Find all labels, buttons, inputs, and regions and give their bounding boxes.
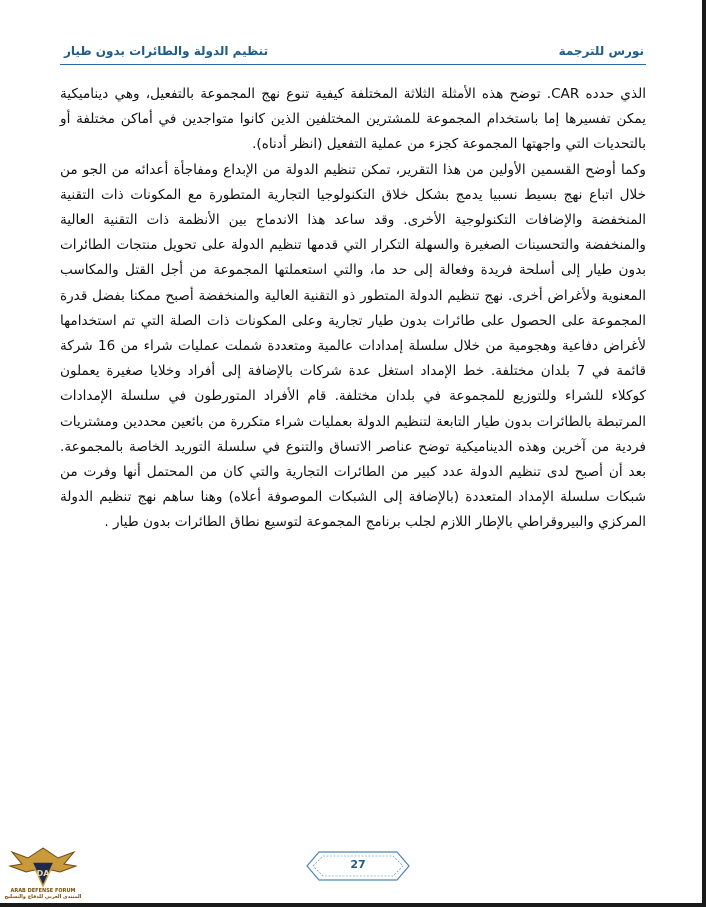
document-body (60, 82, 646, 536)
page-number: 27 (350, 858, 366, 871)
paragraph-1: الذي حدده CAR. توضح هذه الأمثلة الثلاثة المختلفة كيفية تنوع نهج المجموعة بالتفعيل، وهي ديناميكية يمكن تفسيرها إما باستخدام المجموعة للمشترين المختلفين الذين كانوا متواجدين في أماكن مختلفة أو بالتحديات التي واجهتها المجموعة كجزء من عملية التفعيل (انظر أدناه). (60, 86, 646, 153)
page-header (62, 44, 644, 66)
logo-initials: DA (36, 869, 50, 878)
header-publisher: نورس للترجمة (558, 44, 644, 58)
logo-subtitle: المنتدى العربي للدفاع والتسليح (4, 894, 82, 900)
logo-caption (4, 888, 82, 900)
page-number-box (303, 848, 413, 884)
header-rule (60, 64, 646, 65)
header-document-title: تنظيم الدولة والطائرات بدون طيار (64, 44, 269, 58)
paragraph-2: وكما أوضح القسمين الأولين من هذا التقرير، تمكن تنظيم الدولة من الإبداع ومفاجأة أعدائه من الجو من خلال اتباع نهج بسيط نسبيا يدمج بشكل خلاق التكنولوجيا التجارية المتطورة مع المكونات ذات التقنية المنخفضة والإضافات التكنولوجية الأخرى. وقد ساعد هذا الاندماج بين الأنظمة ذات التقنية العالية والمنخفضة والتحسينات الصغيرة والسهلة التكرار التي قدمها تنظيم الدولة على تحويل منتجات الطائرات بدون طيار إلى أسلحة فريدة وفعالة إلى حد ما، والتي استعملتها المجموعة من أجل القتل والمكاسب المعنوية ولأغراض أخرى. نهج تنظيم الدولة المتطور ذو التقنية العالية والمنخفضة أصبح ممكنا بفضل قدرة المجموعة على الحصول على طائرات بدون طيار تجارية وعلى المكونات ذات الصلة التي تم استخدامها لأغراض دفاعية وهجومية من خلال سلسلة إمدادات عالمية ومتعددة شملت عمليات شراء من 16 شركة قائمة في 7 بلدان مختلفة. خط الإمداد استغل عدة شركات بالإضافة إلى أفراد وخلايا صغيرة يعملون كوكلاء للشراء وللتوزيع للمجموعة في بلدان مختلفة. قام الأفراد المتورطون في سلسلة الإمدادات المرتبطة بالطائرات بدون طيار التابعة لتنظيم الدولة بعمليات شراء متكررة من بائعين محددين ومشتريات فردية من آخرين وهذه الديناميكية توضح عناصر الاتساق والتنوع في سلسلة التوريد الخاصة بالمجموعة. بعد أن أصبح لدى تنظيم الدولة عدد كبير من الطائرات التجارية والتي كان من المحتمل أنها وفرت من شبكات سلسلة الإمداد المتعددة (بالإضافة إلى الشبكات الموصوفة أعلاه) وهنا ساهم نهج تنظيم الدولة المركزي والبيروقراطي بالإطار اللازم لجلب برنامج المجموعة لتوسيع نطاق الطائرات بدون طيار . (60, 161, 646, 531)
logo-name: ARAB DEFENSE FORUM (10, 888, 76, 894)
